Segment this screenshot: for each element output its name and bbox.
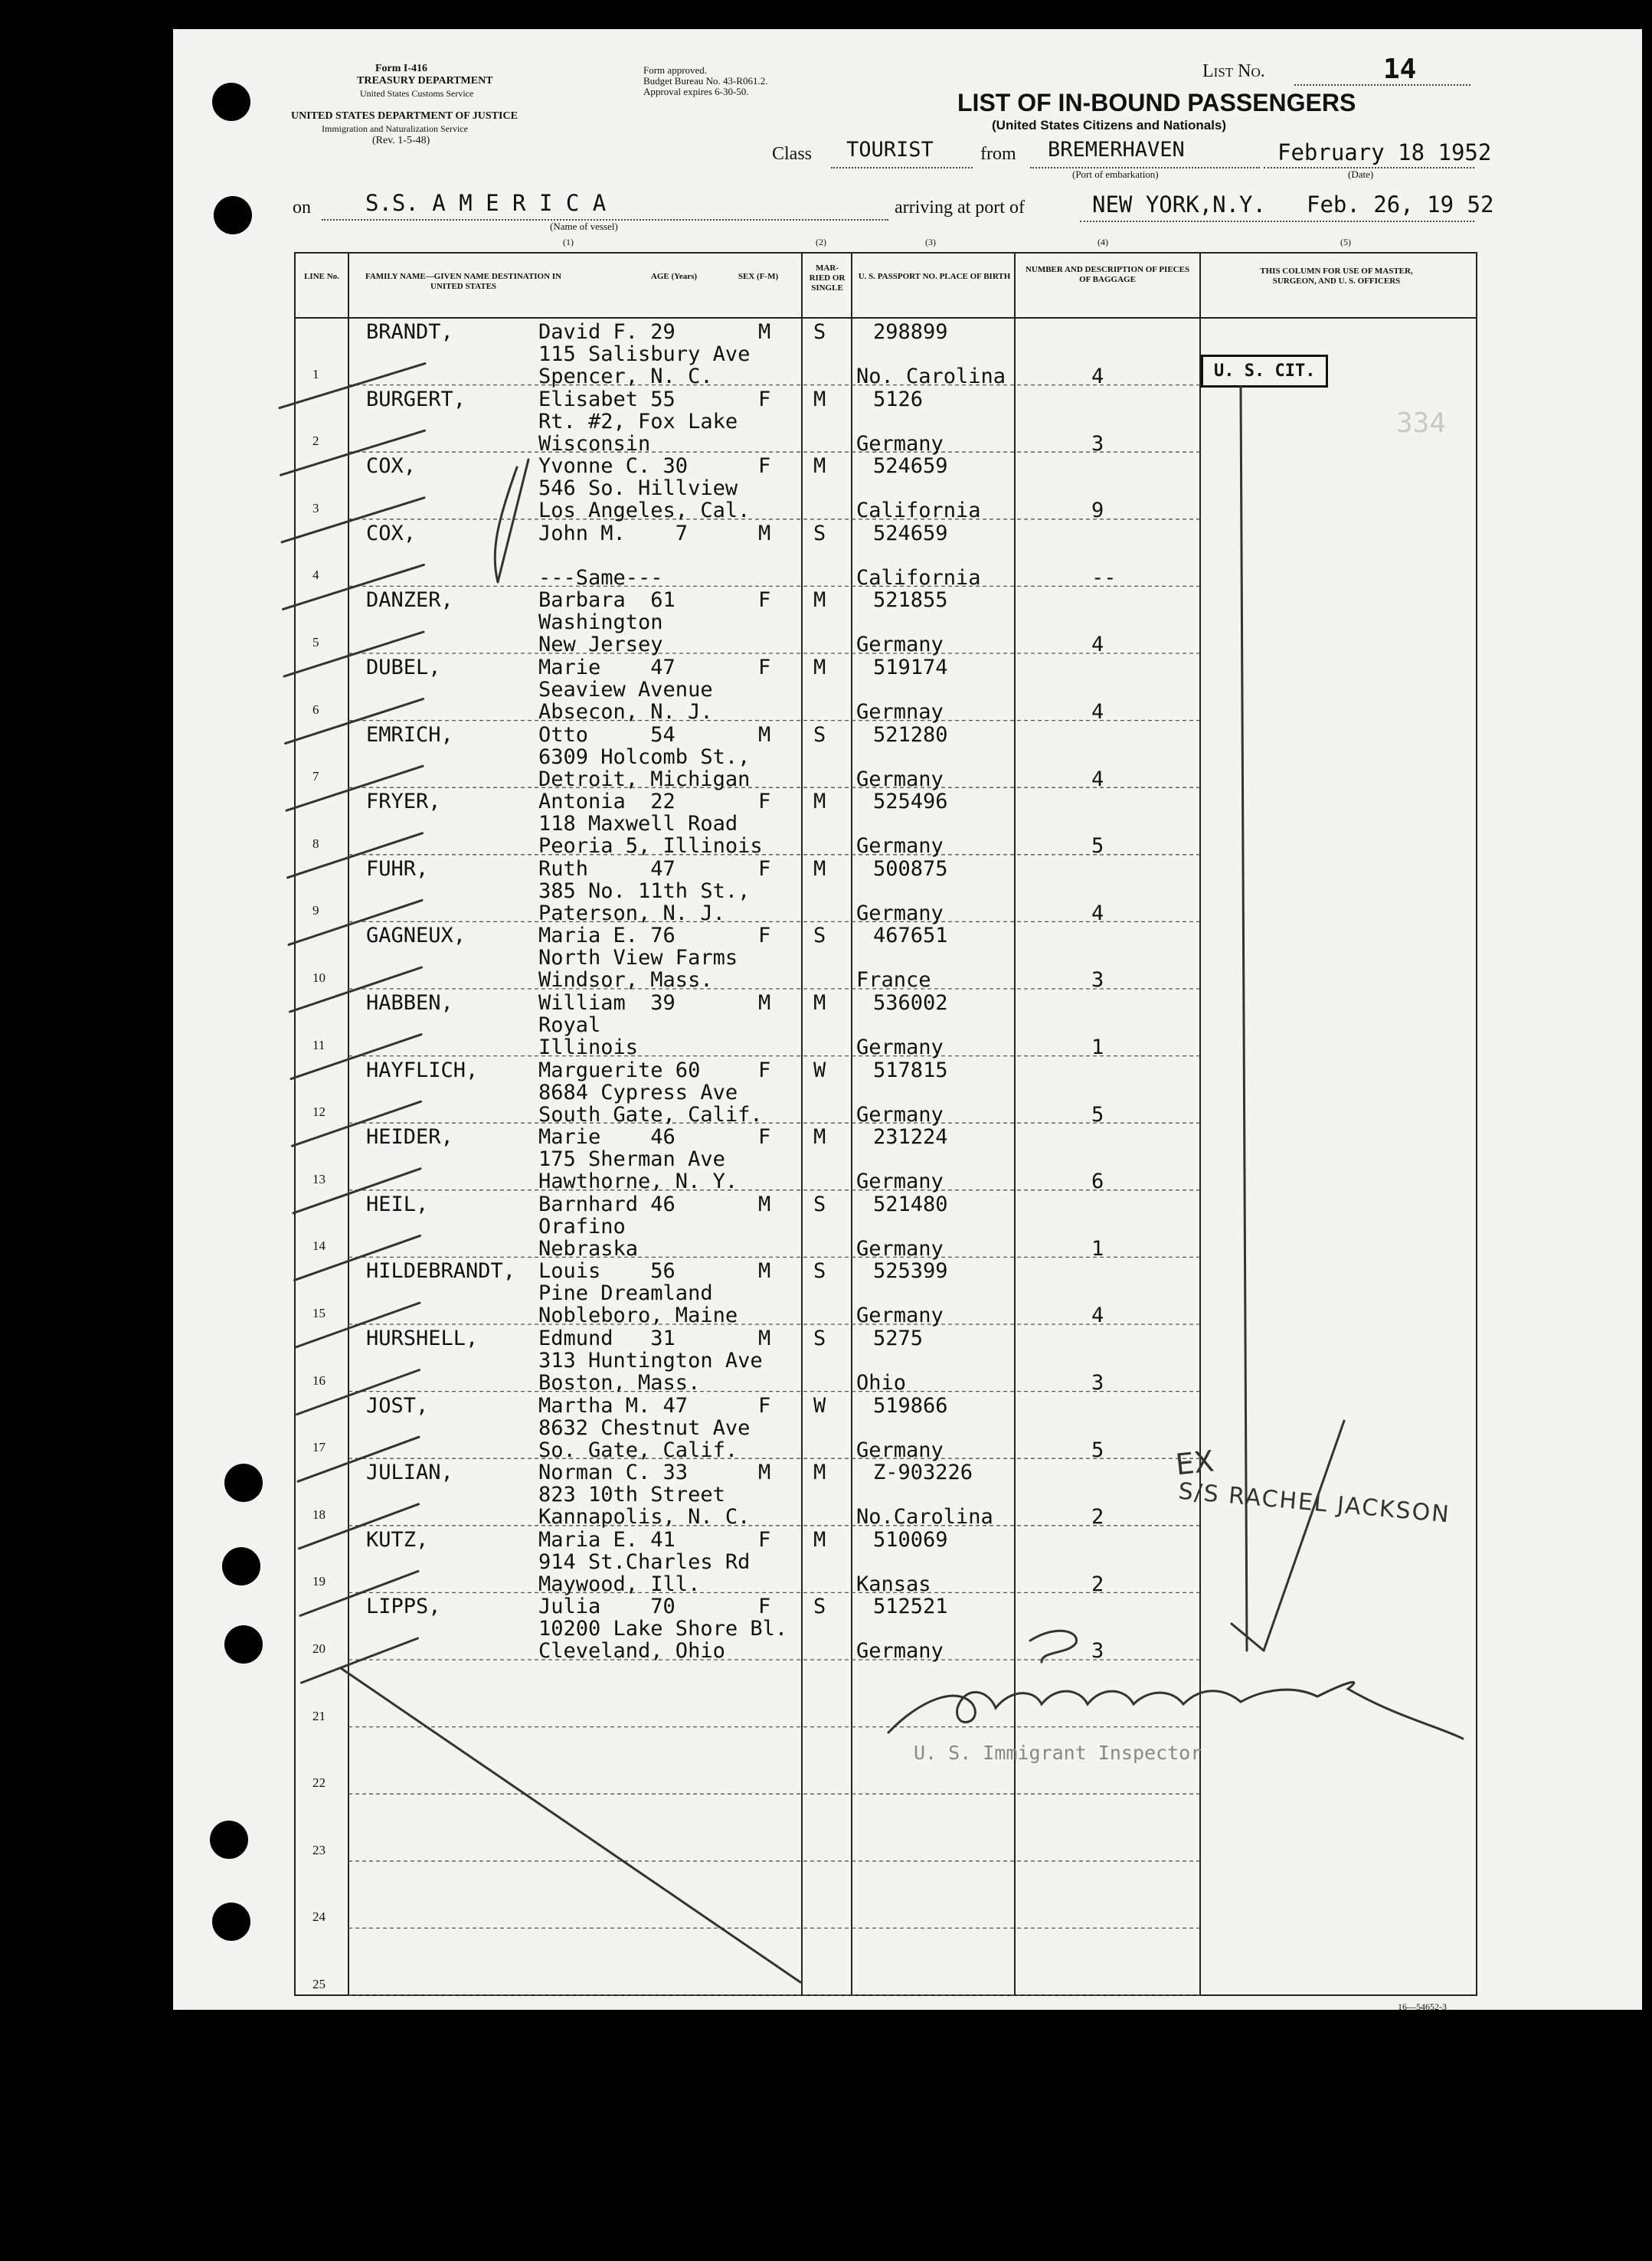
marital-status: M [813,790,826,814]
given-name-age: Barnhard 46 [538,1192,676,1216]
sex: F [758,1125,771,1150]
department: TREASURY DEPARTMENT [357,75,493,87]
given-name-age: Marguerite 60 [538,1058,701,1082]
form-subtitle: (United States Citizens and Nationals) [992,118,1227,133]
passport-number: 517815 [873,1058,948,1082]
baggage-count: 1 [1091,1236,1104,1261]
address-city: Los Angeles, Cal. [538,499,751,523]
marital-status: M [813,454,826,479]
marital-status: M [813,991,826,1015]
place-of-birth: No.Carolina [856,1505,993,1530]
marital-status: S [813,1327,826,1350]
sex: F [758,1595,771,1619]
line-number: 7 [312,769,319,784]
line-number: 24 [312,1909,325,1925]
place-of-birth: California [856,499,981,523]
line-number: 6 [312,702,319,717]
sex: F [758,856,771,881]
baggage-count: 9 [1091,499,1104,523]
annotation-ex: EX [1173,1444,1216,1482]
sex: M [758,320,771,344]
address-street: 6309 Holcomb St., [538,744,751,769]
inspector-caption: U. S. Immigrant Inspector [914,1742,1202,1764]
place-of-birth: Kansas [856,1572,931,1596]
given-name-age: Julia 70 [538,1595,676,1619]
line-number: 14 [312,1238,325,1254]
place-of-birth: Germany [856,834,944,859]
address-street: 385 No. 11th St., [538,879,751,903]
justice-dept: UNITED STATES DEPARTMENT OF JUSTICE [291,110,518,122]
address-city: Nebraska [538,1236,639,1261]
marital-status: W [813,1393,826,1418]
baggage-count: 5 [1091,834,1104,859]
line-number: 18 [312,1507,325,1522]
given-name-age: David F. 29 [538,320,676,344]
line-number: 11 [312,1037,325,1052]
passport-number: 536002 [873,991,948,1015]
list-no-value: 14 [1383,54,1417,85]
inspector-signature-loop [1030,1631,1077,1662]
family-name: EMRICH, [366,722,453,747]
ins-service: Immigration and Naturalization Service [322,123,468,134]
marital-status: M [813,1461,826,1485]
col-num-5: (5) [1340,237,1351,247]
marital-status: S [813,1259,826,1284]
sex: F [758,1527,771,1552]
address-city: Maywood, Ill. [538,1572,701,1596]
family-name: COX, [366,521,417,545]
address-street: 914 St.Charles Rd [538,1549,751,1574]
passport-number: 231224 [873,1125,948,1150]
family-name: FUHR, [366,856,429,881]
column-arrow-line [1241,387,1247,1651]
address-city: Illinois [538,1036,639,1059]
given-name-age: William 39 [538,991,676,1015]
line-number: 4 [312,568,319,583]
vessel-name: S.S. A M E R I C A [365,190,607,216]
line-number: 5 [312,635,319,650]
given-name-age: Louis 56 [538,1259,676,1284]
address-street: 546 So. Hillview [538,476,738,501]
given-name-age: Elisabet 55 [538,387,676,411]
passport-number: 524659 [873,454,948,479]
place-of-birth: Germnay [856,700,944,724]
address-city: Hawthorne, N. Y. [538,1170,738,1194]
line-number: 17 [312,1440,325,1455]
line-number: 25 [312,1977,325,1991]
address-street: 10200 Lake Shore Bl. [538,1617,788,1641]
marital-status: S [813,521,826,545]
faint-number: 334 [1396,407,1447,439]
sex: F [758,588,771,613]
line-number: 3 [312,500,319,515]
place-of-birth: Germany [856,1102,944,1127]
place-of-birth: Germany [856,1170,944,1194]
col-header-baggage: NUMBER AND DESCRIPTION OF PIECES OF BAGGAGE [1025,265,1190,284]
col-header-married: MAR- RIED OR SINGLE [809,263,846,293]
baggage-count: 5 [1091,1102,1104,1127]
address-street: Orafino [538,1214,626,1238]
address-street: Seaview Avenue [538,678,713,702]
sex: M [758,1259,771,1284]
place-of-birth: Germany [856,1438,944,1462]
family-name: HILDEBRANDT, [366,1259,516,1284]
sex: M [758,1192,771,1216]
vessel-caption: (Name of vessel) [550,221,618,232]
given-name-age: Barbara 61 [538,588,676,613]
cox-bracket [495,460,528,582]
line-number: 15 [312,1306,325,1320]
sex: M [758,991,771,1015]
family-name: KUTZ, [366,1527,429,1552]
given-name-age: Edmund 31 [538,1327,676,1350]
address-street: Washington [538,610,663,635]
line-number: 10 [312,970,325,985]
baggage-count: 6 [1091,1170,1104,1194]
place-of-birth: No. Carolina [856,365,1006,388]
date-caption: (Date) [1348,169,1374,180]
place-of-birth: Germany [856,1036,944,1059]
customs-service: United States Customs Service [360,88,474,99]
citizen-stamp: U. S. CIT. [1201,355,1328,388]
sex: F [758,1058,771,1082]
line-number: 21 [312,1708,325,1723]
passport-number: 298899 [873,320,948,344]
line-number: 23 [312,1842,325,1857]
family-name: JULIAN, [366,1461,453,1485]
form-title: LIST OF IN-BOUND PASSENGERS [957,89,1356,116]
date-value: February 18 1952 [1277,139,1492,165]
col-num-2: (2) [816,237,826,247]
family-name: HURSHELL, [366,1327,479,1350]
address-city: ---Same--- [538,565,663,590]
address-street: 823 10th Street [538,1483,725,1507]
sex: F [758,1393,771,1418]
col-header-passport: U. S. PASSPORT NO. PLACE OF BIRTH [858,272,1011,281]
passport-number: 524659 [873,521,948,545]
passport-number: 500875 [873,856,948,881]
place-of-birth: Germany [856,1236,944,1261]
given-name-age: Norman C. 33 [538,1461,689,1485]
passport-number: 521280 [873,722,948,747]
family-name: JOST, [366,1393,429,1418]
sex: F [758,924,771,948]
marital-status: S [813,1192,826,1216]
address-city: Absecon, N. J. [538,700,713,724]
sex: M [758,1327,771,1350]
marital-status: S [813,320,826,344]
passport-number: 467651 [873,924,948,948]
approval-line-2: Budget Bureau No. 43-R061.2. [643,75,768,87]
line-number: 22 [312,1775,325,1791]
marital-status: S [813,1595,826,1619]
col-num-3: (3) [925,237,936,247]
line-number: 8 [312,836,319,851]
marital-status: W [813,1058,826,1082]
revision: (Rev. 1-5-48) [372,135,430,146]
given-name-age: Antonia 22 [538,790,676,814]
footer-code: 16—54652-3 [1398,2001,1447,2012]
annotation-ship: S/S RACHEL JACKSON [1177,1477,1451,1529]
marital-status: M [813,656,826,679]
address-street: 175 Sherman Ave [538,1147,725,1172]
line-number: 20 [312,1641,325,1656]
col-header-officer: THIS COLUMN FOR USE OF MASTER, SURGEON, AND U. S. OFFICERS [1260,267,1413,286]
class-value: TOURIST [846,138,934,162]
address-street: 8632 Chestnut Ave [538,1415,751,1440]
sex: M [758,1461,771,1485]
address-city: Detroit, Michigan [538,767,751,791]
passport-number: 519174 [873,656,948,679]
baggage-count: 4 [1091,767,1104,791]
given-name-age: John M. 7 [538,521,689,545]
baggage-count: -- [1091,565,1117,590]
family-name: COX, [366,454,417,479]
given-name-age: Martha M. 47 [538,1393,689,1418]
approval-line-3: Approval expires 6-30-50. [643,86,749,97]
place-of-birth: Germany [856,1639,944,1664]
place-of-birth: Germany [856,431,944,456]
address-city: Spencer, N. C. [538,365,713,388]
address-street: 115 Salisbury Ave [538,342,751,366]
family-name: BURGERT, [366,387,466,411]
arrival-date: Feb. 26, 19 52 [1307,191,1494,218]
address-city: New Jersey [538,633,663,657]
marital-status: M [813,387,826,411]
passport-number: 519866 [873,1393,948,1418]
given-name-age: Marie 47 [538,656,676,679]
port-caption: (Port of embarkation) [1072,169,1159,180]
family-name: BRANDT, [366,320,453,344]
family-name: DANZER, [366,588,453,613]
address-city: Peoria 5, Illinois [538,834,763,859]
place-of-birth: Germany [856,767,944,791]
sex: M [758,521,771,545]
baggage-count: 5 [1091,1438,1104,1462]
baggage-count: 3 [1091,1639,1104,1664]
arriving-label: arriving at port of [895,198,1025,218]
col-header-sex: SEX (F-M) [738,272,779,281]
address-city: Wisconsin [538,431,651,456]
passport-number: 5275 [873,1327,924,1350]
address-street: North View Farms [538,946,738,970]
sex: F [758,387,771,411]
given-name-age: Maria E. 76 [538,924,676,948]
place-of-birth: Germany [856,901,944,925]
sex: M [758,722,771,747]
place-of-birth: California [856,565,981,590]
address-city: Kannapolis, N. C. [538,1505,751,1530]
marital-status: M [813,1125,826,1150]
given-name-age: Ruth 47 [538,856,676,881]
marital-status: M [813,856,826,881]
sex: F [758,790,771,814]
passport-number: 5126 [873,387,924,411]
family-name: FRYER, [366,790,441,814]
baggage-count: 2 [1091,1572,1104,1596]
baggage-count: 4 [1091,365,1104,388]
family-name: LIPPS, [366,1595,441,1619]
col-header-age: AGE (Years) [650,272,698,281]
address-street: Rt. #2, Fox Lake [538,409,738,434]
passport-number: 521480 [873,1192,948,1216]
address-street: Pine Dreamland [538,1281,713,1306]
class-label: Class [772,144,813,164]
address-city: South Gate, Calif. [538,1102,763,1127]
line-number: 1 [312,366,319,381]
col-header-line: LINE No. [304,272,339,281]
baggage-count: 3 [1091,968,1104,993]
passport-number: 512521 [873,1595,948,1619]
marital-status: M [813,588,826,613]
address-city: Boston, Mass. [538,1371,701,1395]
place-of-birth: Germany [856,1304,944,1328]
line-number: 19 [312,1574,325,1589]
inspector-signature [888,1682,1463,1739]
arrival-port: NEW YORK,N.Y. [1092,191,1266,218]
baggage-count: 2 [1091,1505,1104,1530]
family-name: HAYFLICH, [366,1058,479,1082]
address-city: Cleveland, Ohio [538,1639,725,1664]
sex: F [758,454,771,479]
passport-number: 525399 [873,1259,948,1284]
address-city: Windsor, Mass. [538,968,713,993]
address-city: Paterson, N. J. [538,901,725,925]
given-name-age: Otto 54 [538,722,676,747]
marital-status: S [813,924,826,948]
place-of-birth: France [856,968,931,993]
col-header-name: FAMILY NAME—GIVEN NAME DESTINATION IN UNITED STATES [365,272,562,291]
passport-number: 521855 [873,588,948,613]
given-name-age: Yvonne C. 30 [538,454,689,479]
baggage-count: 1 [1091,1036,1104,1059]
column-arrow-head-right [1264,1421,1344,1651]
passport-number: 510069 [873,1527,948,1552]
family-name: HEIDER, [366,1125,453,1150]
baggage-count: 4 [1091,700,1104,724]
baggage-count: 3 [1091,1371,1104,1395]
diagonal-cancel-line [341,1668,800,1982]
line-number: 2 [312,434,319,449]
family-name: GAGNEUX, [366,924,466,948]
given-name-age: Marie 46 [538,1125,676,1150]
address-street: 118 Maxwell Road [538,812,738,836]
passport-number: 525496 [873,790,948,814]
form-id: Form I-416 [375,63,428,74]
marital-status: M [813,1527,826,1552]
place-of-birth: Ohio [856,1371,907,1395]
sex: F [758,656,771,679]
from-label: from [980,144,1016,164]
line-number: 12 [312,1104,325,1120]
address-city: Nobleboro, Maine [538,1304,738,1328]
marital-status: S [813,722,826,747]
address-street: 8684 Cypress Ave [538,1080,738,1104]
baggage-count: 4 [1091,633,1104,657]
baggage-count: 4 [1091,1304,1104,1328]
address-city: So. Gate, Calif. [538,1438,738,1462]
family-name: HABBEN, [366,991,453,1015]
given-name-age: Maria E. 41 [538,1527,676,1552]
baggage-count: 4 [1091,901,1104,925]
address-street: Royal [538,1013,601,1037]
col-num-4: (4) [1098,237,1108,247]
family-name: DUBEL, [366,656,441,679]
list-no-label: List No. [1202,61,1265,81]
family-name: HEIL, [366,1192,429,1216]
col-num-1: (1) [563,237,574,247]
passport-number: Z-903226 [873,1461,973,1485]
line-number: 13 [312,1171,325,1186]
on-label: on [293,198,311,218]
baggage-count: 3 [1091,431,1104,456]
from-value: BREMERHAVEN [1048,138,1185,162]
place-of-birth: Germany [856,633,944,657]
approval-line-1: Form approved. [643,64,708,76]
line-number: 16 [312,1373,325,1388]
address-street: 313 Huntington Ave [538,1349,763,1373]
line-number: 9 [312,903,319,918]
